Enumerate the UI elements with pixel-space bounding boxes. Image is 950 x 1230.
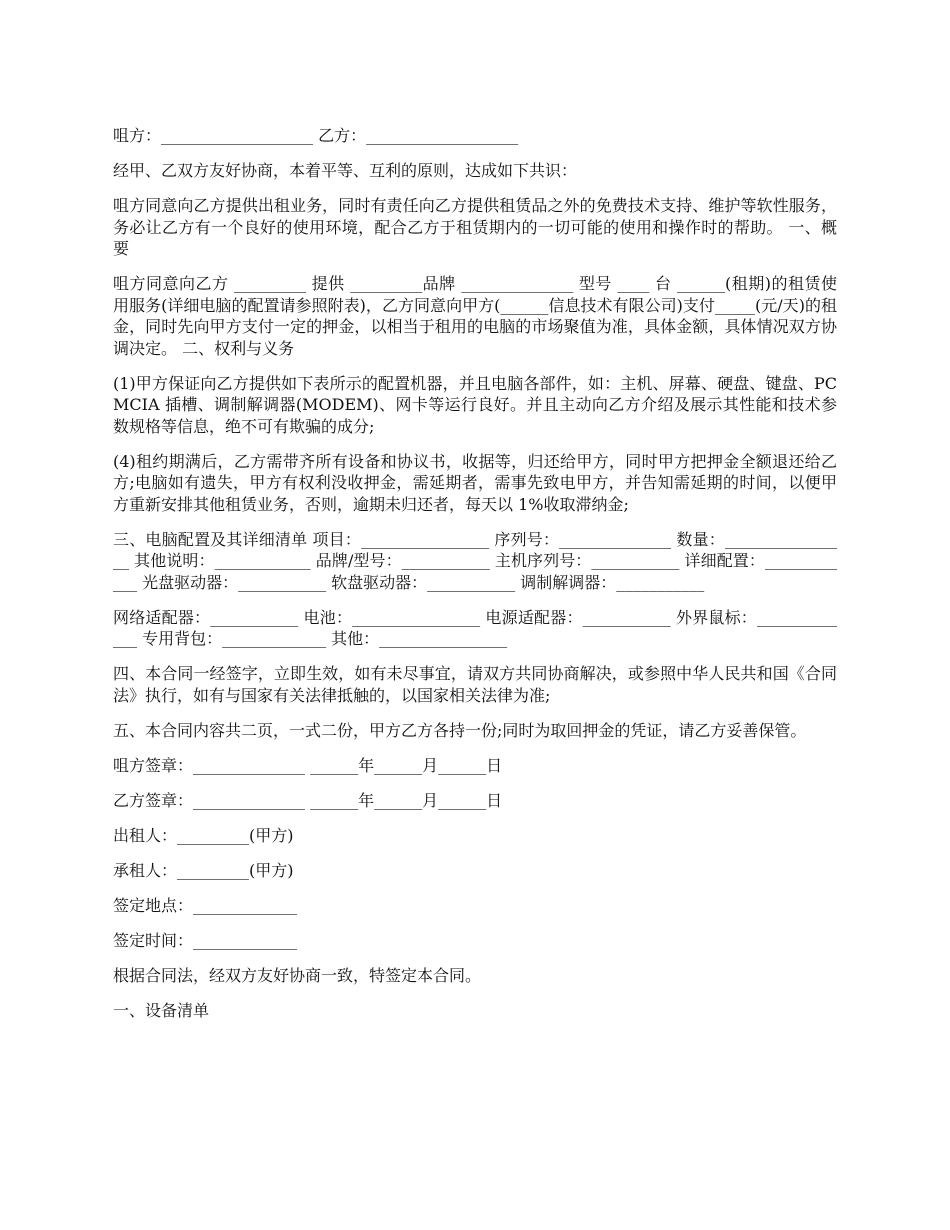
lessor-duty-paragraph: 咀方同意向乙方提供出租业务，同时有责任向乙方提供租赁品之外的免费技术支持、维护等软性服务，务必让乙方有一个良好的使用环境，配合乙方于租赁期内的一切可能的使用和操作时的帮助。 一、概要 [113, 196, 837, 258]
clause-1-paragraph: (1)甲方保证向乙方提供如下表所示的配置机器，并且电脑各部件，如：主机、屏幕、硬盘、键盘、PCMCIA 插槽、调制解调器(MODEM)、网卡等运行良好。并且主动向乙方介绍及展示其性能和技术参数规格等信息，绝不可有欺骗的成分; [113, 373, 837, 436]
copies-clause-paragraph: 五、本合同内容共二页，一式二份，甲方乙方各持一份;同时为取回押金的凭证，请乙方妥善保管。 [113, 720, 807, 740]
equipment-list-heading: 一、设备清单 [113, 1000, 210, 1020]
lessor-line: 出租人：_________(甲方) [113, 825, 294, 845]
overview-paragraph: 咀方同意向乙方 _________ 提供 _________品牌 ______________ 型号 ____ 台 ______(租期)的租赁使用服务(详细电脑的配置请参照附表)，乙方同意向甲方(______信息技术有限公司)支付_____(元/天)的租金，同时先向甲方支付一定的押金，以相当于租用的电脑的市场聚值为准，具体金额，具体情况双方协调决定。 二、权利与义务 [113, 274, 837, 358]
signing-place-line: 签定地点：_____________ [113, 895, 298, 915]
signing-time-line: 签定时间：_____________ [113, 930, 298, 950]
contract-document [113, 125, 837, 1035]
contract-basis-paragraph: 根据合同法，经双方友好协商一致，特签定本合同。 [113, 965, 482, 985]
effect-clause-paragraph: 四、本合同一经签字，立即生效，如有未尽事宜，请双方共同协商解决，或参照中华人民共和国《合同法》执行，如有与国家有关法律抵触的，以国家相关法律为准; [113, 664, 837, 705]
clause-4-paragraph: (4)租约期满后，乙方需带齐所有设备和协议书，收据等，归还给甲方，同时甲方把押金全额退还给乙方;电脑如有遗失，甲方有权利没收押金，需延期者，需事先致电甲方，并告知需延期的时间，以便甲方重新安排其他租赁业务，否则，逾期未归还者，每天以 1%收取滞纳金; [113, 451, 837, 514]
config-list-paragraph: 三、电脑配置及其详细清单 项目：________________ 序列号：______________ 数量：________________ 其他说明：____________ 品牌/型号：___________ 主机序列号：___________ 详细配置：____________ 光盘驱动器：___________ 软盘驱动器：___________ 调制解调器：___________ [113, 529, 837, 592]
intro-paragraph: 经甲、乙双方友好协商，本着平等、互利的原则，达成如下共识： [113, 161, 578, 180]
lessee-line: 承租人：_________(甲方) [113, 860, 294, 880]
accessories-paragraph: 网络适配器：___________ 电池：________________ 电源适配器：___________ 外界鼠标：_____________ 专用背包：_____________ 其他：________________ [113, 607, 837, 648]
party-b-signature-line: 乙方签章：______________ ______年______月______日 [113, 790, 503, 810]
party-a-signature-line: 咀方签章：______________ ______年______月______日 [113, 755, 503, 775]
parties-line: 咀方：___________________ 乙方：___________________ [113, 126, 519, 145]
